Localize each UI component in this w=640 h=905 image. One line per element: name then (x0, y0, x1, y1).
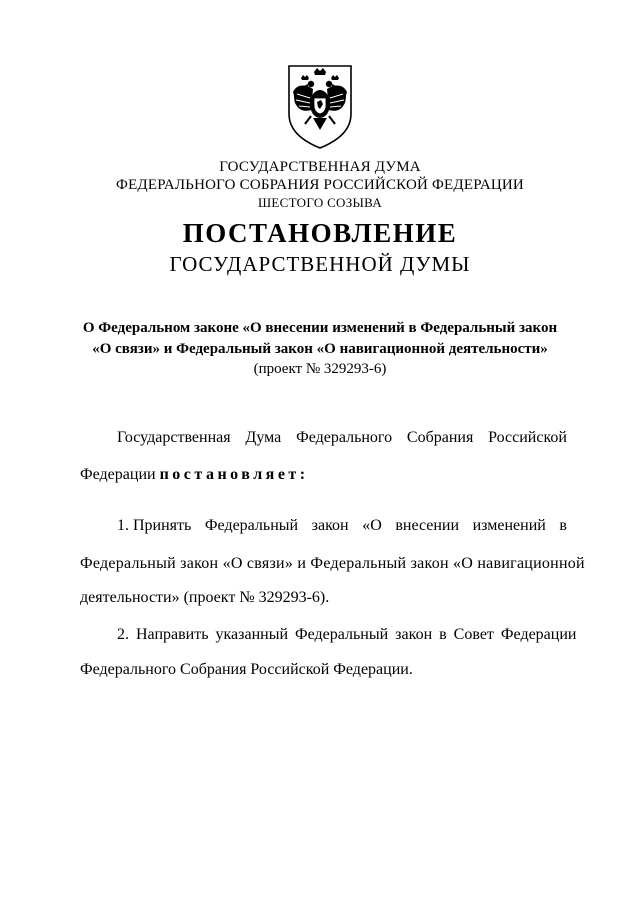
item-1-word: изменений (472, 517, 546, 534)
document-title: ПОСТАНОВЛЕНИЕ (182, 218, 458, 248)
preamble-word: Дума (245, 429, 282, 446)
preamble-word: Государственная (117, 429, 231, 446)
subject-line-3: (проект № 329293-6) (253, 361, 387, 377)
item-1-word: в (559, 517, 567, 534)
header-line-2: ФЕДЕРАЛЬНОГО СОБРАНИЯ РОССИЙСКОЙ ФЕДЕРАЦИИ (116, 177, 524, 193)
preamble-word: Российской (488, 429, 567, 446)
preamble-line-2 (80, 466, 309, 484)
item-1-line-3: деятельности» (проект № 329293-6). (80, 589, 330, 606)
document-subtitle: ГОСУДАРСТВЕННОЙ ДУМЫ (169, 252, 471, 276)
item-1-line-1 (117, 517, 567, 535)
item-1-word: закон (311, 517, 349, 534)
item-2-line-2: Федерального Собрания Российской Федерации. (80, 661, 413, 678)
preamble-word: Федерального (296, 429, 393, 446)
subject-line-1: О Федеральном законе «О внесении изменений в Федеральный закон (82, 320, 558, 336)
preamble-word: Собрания (406, 429, 474, 446)
item-1-word: 1. Принять (117, 517, 192, 534)
decree-word: постановляет: (159, 466, 309, 483)
item-1-word: внесении (395, 517, 460, 534)
item-1-line-2: Федеральный закон «О связи» и Федеральный закон «О навигационной (80, 555, 585, 572)
item-1-word: Федеральный (204, 517, 299, 534)
item-2-line-1: 2. Направить указанный Федеральный закон в Совет Федерации (117, 626, 577, 643)
header-line-1: ГОСУДАРСТВЕННАЯ ДУМА (219, 159, 421, 175)
preamble-line-1 (117, 429, 567, 447)
header-line-3: ШЕСТОГО СОЗЫВА (257, 195, 383, 210)
coat-of-arms-emblem (283, 62, 357, 150)
preamble-subject: Федерации (80, 466, 156, 483)
subject-line-2: «О связи» и Федеральный закон «О навигационной деятельности» (92, 341, 548, 357)
item-1-word: «О (362, 517, 382, 534)
